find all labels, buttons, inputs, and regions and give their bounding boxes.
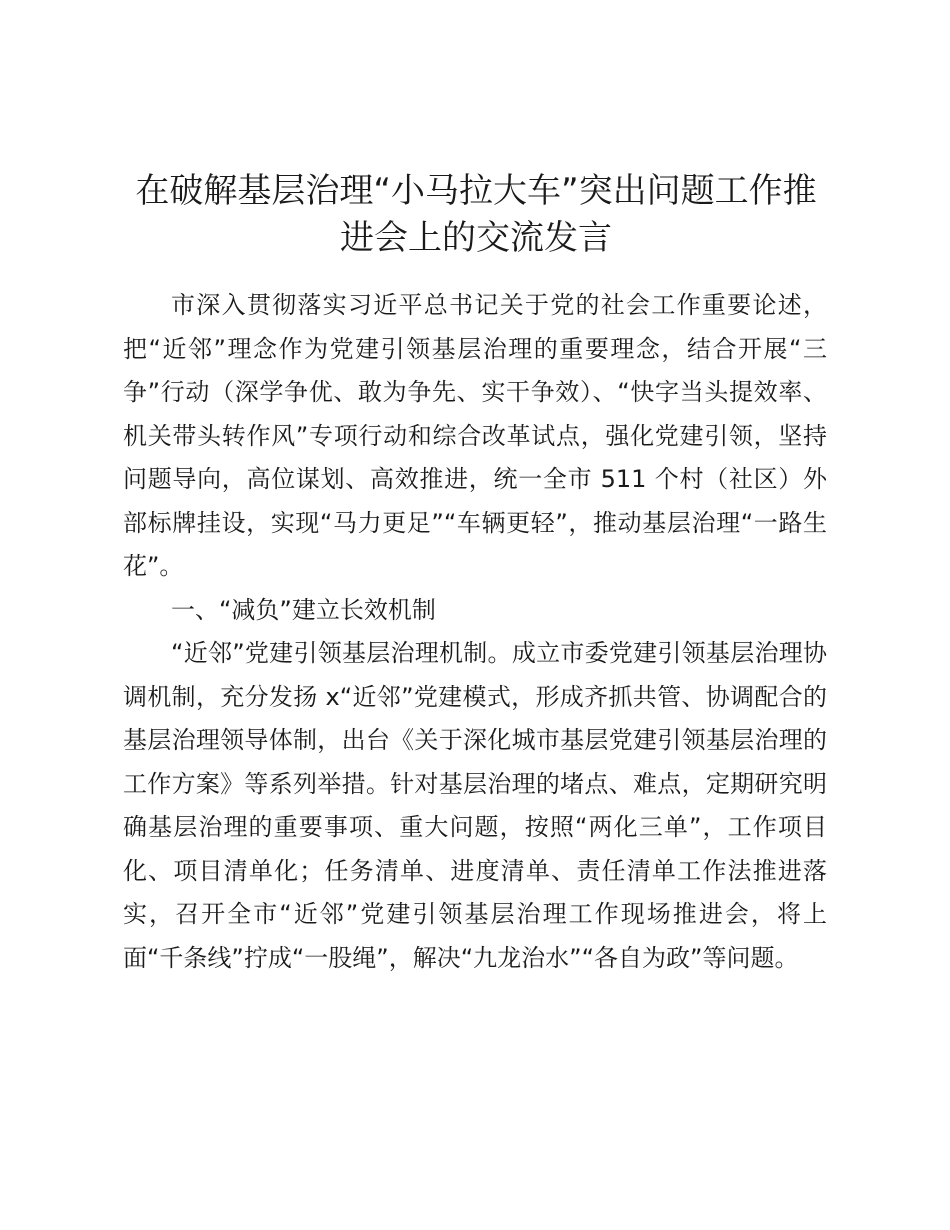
section-paragraph: “近邻”党建引领基层治理机制。成立市委党建引领基层治理协调机制，充分发扬 x“近邻”党建模式，形成齐抓共管、协调配合的基层治理领导体制，出台《关于深化城市基层党建引领基层治理的工作方案》等系列举措。针对基层治理的堵点、难点，定期研究明确基层治理的重要事项、重大问题，按照“两化三单”，工作项目化、项目清单化；任务清单、进度清单、责任清单工作法推进落实，召开全市“近邻”党建引领基层治理工作现场推进会，将上面“千条线”拧成“一股绳”，解决“九龙治水”“各自为政”等问题。 xyxy=(123,639,827,972)
section-heading: 一、“减负”建立长效机制 xyxy=(171,595,436,624)
document-title: 在破解基层治理“小马拉大车”突出问题工作推进会上的交流发言 xyxy=(135,171,817,258)
intro-paragraph: 市深入贯彻落实习近平总书记关于党的社会工作重要论述，把“近邻”理念作为党建引领基层治理的重要理念，结合开展“三争”行动（深学争优、敢为争先、实干争效）、“快字当头提效率、机关带头转作风”专项行动和综合改革试点，强化党建引领，坚持问题导向，高位谋划、高效推进，统一全市 511 个村（社区）外部标牌挂设，实现“马力更足”“车辆更轻”，推动基层治理“一路生花”。 xyxy=(123,291,827,580)
document-body xyxy=(123,284,827,980)
